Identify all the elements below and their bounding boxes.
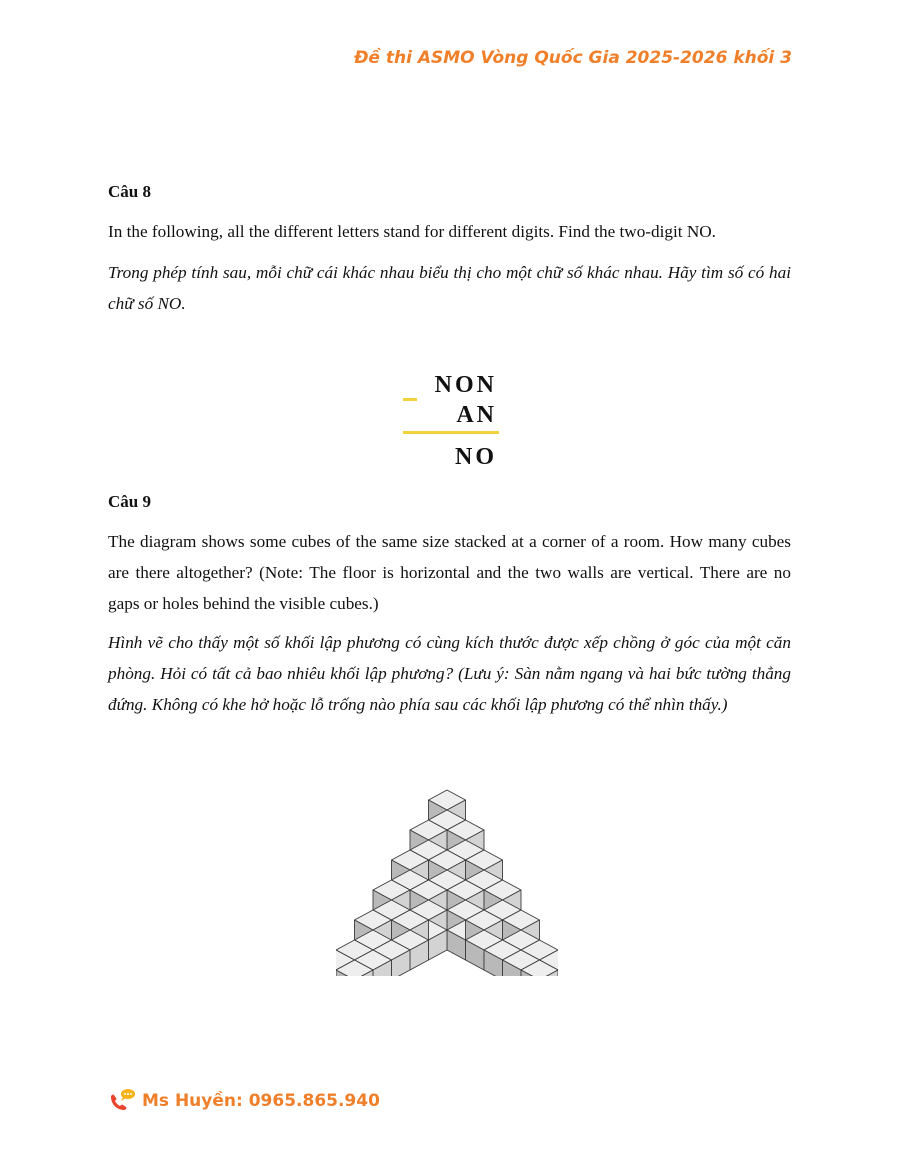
content <box>108 180 791 319</box>
question-8-heading: Câu 8 <box>108 182 151 201</box>
question-9-text-vi: Hình vẽ cho thấy một số khối lập phương có cùng kích thước được xếp chồng ở góc của một căn phòng. Hỏi có tất cả bao nhiêu khối lập phương? (Lưu ý: Sàn nằm ngang và hai bức tường thẳng đứng. Không có khe hở hoặc lỗ trống nào phía sau các khối lập phương có thể nhìn thấy.) <box>108 633 791 714</box>
phone-chat-icon <box>108 1088 136 1114</box>
question-8-text-vi: Trong phép tính sau, mỗi chữ cái khác nhau biểu thị cho một chữ số khác nhau. Hãy tìm số có hai chữ số NO. <box>108 263 791 313</box>
minus-sign <box>403 398 417 401</box>
header-title: Đề thi ASMO Vòng Quốc Gia 2025-2026 khối 3 <box>354 48 792 68</box>
question-8-text-en: In the following, all the different letters stand for different digits. Find the two-digit NO. <box>108 222 716 241</box>
question-9 <box>108 490 791 720</box>
stacked-cubes-diagram <box>336 780 558 976</box>
puzzle-result: NO <box>455 444 497 470</box>
footer-contact-text: Ms Huyền: 0965.865.940 <box>142 1091 380 1111</box>
question-9-heading: Câu 9 <box>108 492 151 511</box>
footer-contact <box>108 1088 380 1114</box>
puzzle-subtrahend: AN <box>456 402 497 428</box>
result-line <box>403 431 499 434</box>
question-9-text-en: The diagram shows some cubes of the same size stacked at a corner of a room. How many cubes are there altogether? (Note: The floor is horizontal and the two walls are vertical. There are no gaps or holes behind the visible cubes.) <box>108 532 791 613</box>
subtraction-puzzle <box>402 368 502 478</box>
puzzle-minuend: NON <box>434 372 497 398</box>
